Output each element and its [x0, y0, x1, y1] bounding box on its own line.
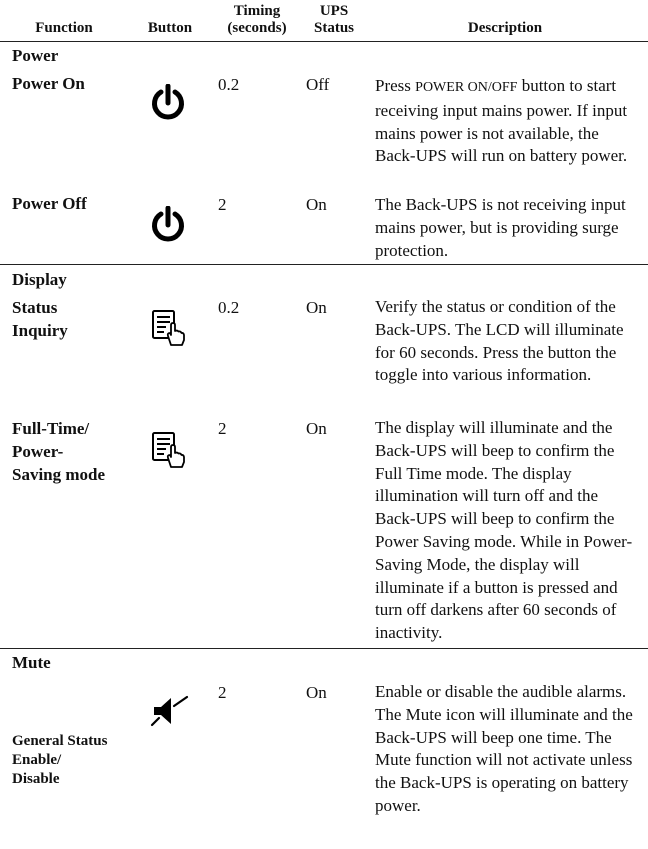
header-timing — [214, 3, 300, 37]
description-mute: Enable or disable the audible alarms. The Mute icon will illuminate and the Back-UPS will beep one time. The Mute function will not activate unless the Back-UPS is operating on battery power. — [375, 682, 633, 815]
section-display: Display — [12, 270, 67, 289]
function-full-time-line2: Power- — [12, 442, 64, 461]
header-ups-line2: Status — [313, 20, 354, 36]
section-rule-mute — [0, 648, 648, 649]
function-full-time-power-saving — [12, 417, 105, 486]
display-touch-icon — [150, 308, 190, 348]
timing-mute: 2 — [218, 683, 227, 702]
function-mute-line1: General Status — [12, 733, 108, 749]
display-touch-icon — [150, 430, 190, 470]
function-status-inquiry-line2: Inquiry — [12, 321, 68, 340]
power-icon — [150, 84, 186, 124]
function-full-time-line1: Full-Time/ — [12, 419, 90, 438]
header-rule — [0, 41, 648, 42]
timing-status-inquiry: 0.2 — [218, 298, 240, 317]
description-power-on-post: button to start receiving input mains power. If input mains power is not available, the Back-UPS will run on battery power. — [375, 76, 628, 166]
status-full-time: On — [306, 419, 327, 438]
description-full-time: The display will illuminate and the Back-UPS will beep to confirm the Full Time mode. The display illumination will turn off and the Back-UPS will beep to confirm the Power Saving mode. While in Power-Saving Mode, the display will illuminate if a button is pressed and turn off darkens after 60 seconds of inactivity. — [375, 418, 633, 643]
description-power-on — [375, 75, 637, 168]
description-power-on-button-name: POWER ON/OFF — [415, 80, 518, 95]
function-power-on: Power On — [12, 74, 85, 93]
section-power: Power — [12, 46, 59, 65]
description-power-off: The Back-UPS is not receiving input mains power, but is providing surge protection. — [375, 195, 626, 260]
header-timing-line2: (seconds) — [227, 20, 287, 36]
description-power-on-pre: Press — [375, 76, 416, 95]
status-mute: On — [306, 683, 327, 702]
header-button: Button — [147, 20, 193, 36]
section-rule-display — [0, 264, 648, 265]
function-mute-line2: Enable/ — [12, 752, 62, 768]
function-mute-enable-disable — [12, 732, 107, 789]
header-description: Description — [467, 20, 543, 36]
status-power-off: On — [306, 195, 327, 214]
timing-full-time: 2 — [218, 419, 227, 438]
function-status-inquiry-line1: Status — [12, 298, 58, 317]
power-icon — [150, 206, 186, 246]
function-mute-line3: Disable — [12, 771, 60, 787]
section-mute: Mute — [12, 653, 51, 672]
function-power-off: Power Off — [12, 194, 87, 213]
header-timing-line1: Timing — [233, 3, 281, 19]
function-status-inquiry — [12, 296, 68, 342]
status-power-on: Off — [306, 75, 330, 94]
status-status-inquiry: On — [306, 298, 327, 317]
header-ups-line1: UPS — [319, 3, 349, 19]
mute-speaker-icon — [150, 694, 190, 728]
timing-power-off: 2 — [218, 195, 227, 214]
timing-power-on: 0.2 — [218, 75, 240, 94]
header-function: Function — [35, 20, 93, 36]
function-full-time-line3: Saving mode — [12, 465, 106, 484]
header-ups-status — [300, 3, 368, 37]
description-status-inquiry: Verify the status or condition of the Back-UPS. The LCD will illuminate for 60 seconds. Press the button the toggle into various information. — [375, 297, 624, 385]
